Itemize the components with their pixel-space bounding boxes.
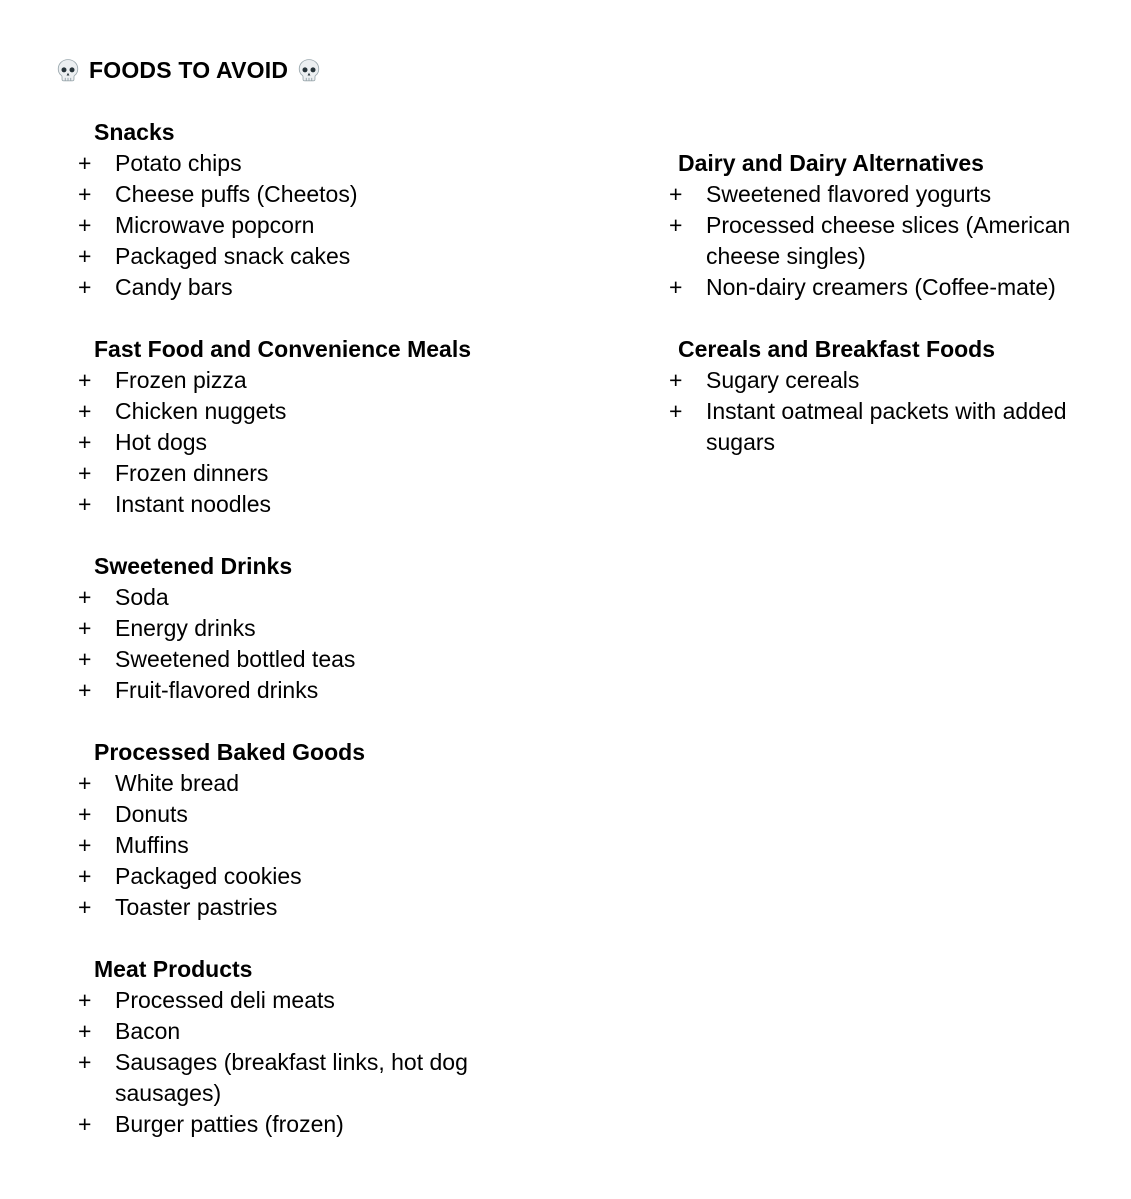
plus-bullet: + (669, 181, 683, 207)
section-heading: Cereals and Breakfast Foods (678, 336, 996, 362)
plus-bullet: + (78, 1018, 92, 1044)
list-item-text: Sweetened flavored yogurts (706, 181, 992, 207)
list-item-text: Packaged cookies (115, 863, 302, 889)
list-item-text: Processed cheese slices (American cheese singles) (706, 212, 1071, 269)
list-item (55, 210, 646, 241)
section-heading: Snacks (94, 119, 175, 145)
plus-bullet: + (78, 677, 92, 703)
list-item (55, 861, 646, 892)
plus-bullet: + (78, 1049, 92, 1075)
list-item (55, 458, 646, 489)
list-item (55, 365, 646, 396)
plus-bullet: + (669, 398, 683, 424)
section-heading: Fast Food and Convenience Meals (94, 336, 472, 362)
list-item (55, 179, 646, 210)
list-item (55, 613, 646, 644)
title-text: FOODS TO AVOID (89, 57, 289, 83)
page-title (55, 55, 1131, 86)
skull-icon (296, 58, 322, 84)
list-item-text: Energy drinks (115, 615, 256, 641)
plus-bullet: + (78, 1111, 92, 1137)
food-section (55, 737, 646, 923)
plus-bullet: + (78, 460, 92, 486)
list-item-text: Burger patties (frozen) (115, 1111, 344, 1137)
list-item (55, 1109, 646, 1140)
section-items (646, 365, 1086, 458)
list-item-text: White bread (115, 770, 240, 796)
list-item-text: Cheese puffs (Cheetos) (115, 181, 358, 207)
plus-bullet: + (78, 894, 92, 920)
list-item-text: Microwave popcorn (115, 212, 315, 238)
plus-bullet: + (78, 863, 92, 889)
list-item (55, 272, 646, 303)
plus-bullet: + (78, 243, 92, 269)
plus-bullet: + (78, 801, 92, 827)
skull-icon (55, 58, 81, 84)
section-items (55, 768, 646, 923)
list-item-text: Instant noodles (115, 491, 272, 517)
list-item-text: Candy bars (115, 274, 233, 300)
column-right (646, 117, 1086, 1171)
section-items (55, 148, 646, 303)
food-section (55, 954, 646, 1140)
list-item-text: Donuts (115, 801, 188, 827)
food-section (646, 148, 1086, 303)
list-item-text: Chicken nuggets (115, 398, 287, 424)
list-item-text: Hot dogs (115, 429, 208, 455)
section-items (55, 365, 646, 520)
plus-bullet: + (78, 646, 92, 672)
list-item-text: Sugary cereals (706, 367, 860, 393)
section-heading: Dairy and Dairy Alternatives (678, 150, 984, 176)
plus-bullet: + (78, 987, 92, 1013)
list-item (646, 396, 1086, 458)
list-item (55, 892, 646, 923)
section-heading: Meat Products (94, 956, 253, 982)
list-item-text: Potato chips (115, 150, 242, 176)
plus-bullet: + (78, 832, 92, 858)
plus-bullet: + (78, 274, 92, 300)
list-item (55, 241, 646, 272)
column-left (55, 117, 646, 1171)
list-item-text: Instant oatmeal packets with added sugars (706, 398, 1067, 455)
list-item-text: Packaged snack cakes (115, 243, 351, 269)
section-heading: Sweetened Drinks (94, 553, 293, 579)
list-item-text: Bacon (115, 1018, 181, 1044)
section-items (55, 582, 646, 706)
plus-bullet: + (78, 398, 92, 424)
list-item (55, 1047, 646, 1109)
list-item-text: Non-dairy creamers (Coffee-mate) (706, 274, 1056, 300)
food-section (55, 117, 646, 303)
list-item (646, 179, 1086, 210)
list-item-text: Frozen dinners (115, 460, 269, 486)
list-item (55, 489, 646, 520)
list-item-text: Toaster pastries (115, 894, 278, 920)
list-item (55, 768, 646, 799)
plus-bullet: + (78, 615, 92, 641)
list-item-text: Soda (115, 584, 169, 610)
plus-bullet: + (78, 212, 92, 238)
section-items (55, 985, 646, 1140)
list-item-text: Frozen pizza (115, 367, 247, 393)
list-item (55, 799, 646, 830)
plus-bullet: + (78, 584, 92, 610)
plus-bullet: + (78, 367, 92, 393)
list-item (646, 365, 1086, 396)
list-item (55, 985, 646, 1016)
list-item (646, 272, 1086, 303)
list-item (646, 210, 1086, 272)
section-items (646, 179, 1086, 303)
plus-bullet: + (669, 367, 683, 393)
list-item-text: Sweetened bottled teas (115, 646, 356, 672)
list-item (55, 675, 646, 706)
plus-bullet: + (78, 429, 92, 455)
plus-bullet: + (669, 212, 683, 238)
list-item (55, 582, 646, 613)
food-section (646, 334, 1086, 458)
plus-bullet: + (78, 770, 92, 796)
list-item (55, 427, 646, 458)
list-item (55, 396, 646, 427)
plus-bullet: + (78, 150, 92, 176)
plus-bullet: + (669, 274, 683, 300)
list-item-text: Fruit-flavored drinks (115, 677, 319, 703)
list-item-text: Processed deli meats (115, 987, 335, 1013)
food-section (55, 551, 646, 706)
columns-container (55, 117, 1131, 1171)
plus-bullet: + (78, 181, 92, 207)
list-item-text: Muffins (115, 832, 189, 858)
list-item (55, 830, 646, 861)
food-section (55, 334, 646, 520)
section-heading: Processed Baked Goods (94, 739, 365, 765)
list-item (55, 148, 646, 179)
list-item-text: Sausages (breakfast links, hot dog sausages) (115, 1049, 468, 1106)
plus-bullet: + (78, 491, 92, 517)
list-item (55, 644, 646, 675)
list-item (55, 1016, 646, 1047)
